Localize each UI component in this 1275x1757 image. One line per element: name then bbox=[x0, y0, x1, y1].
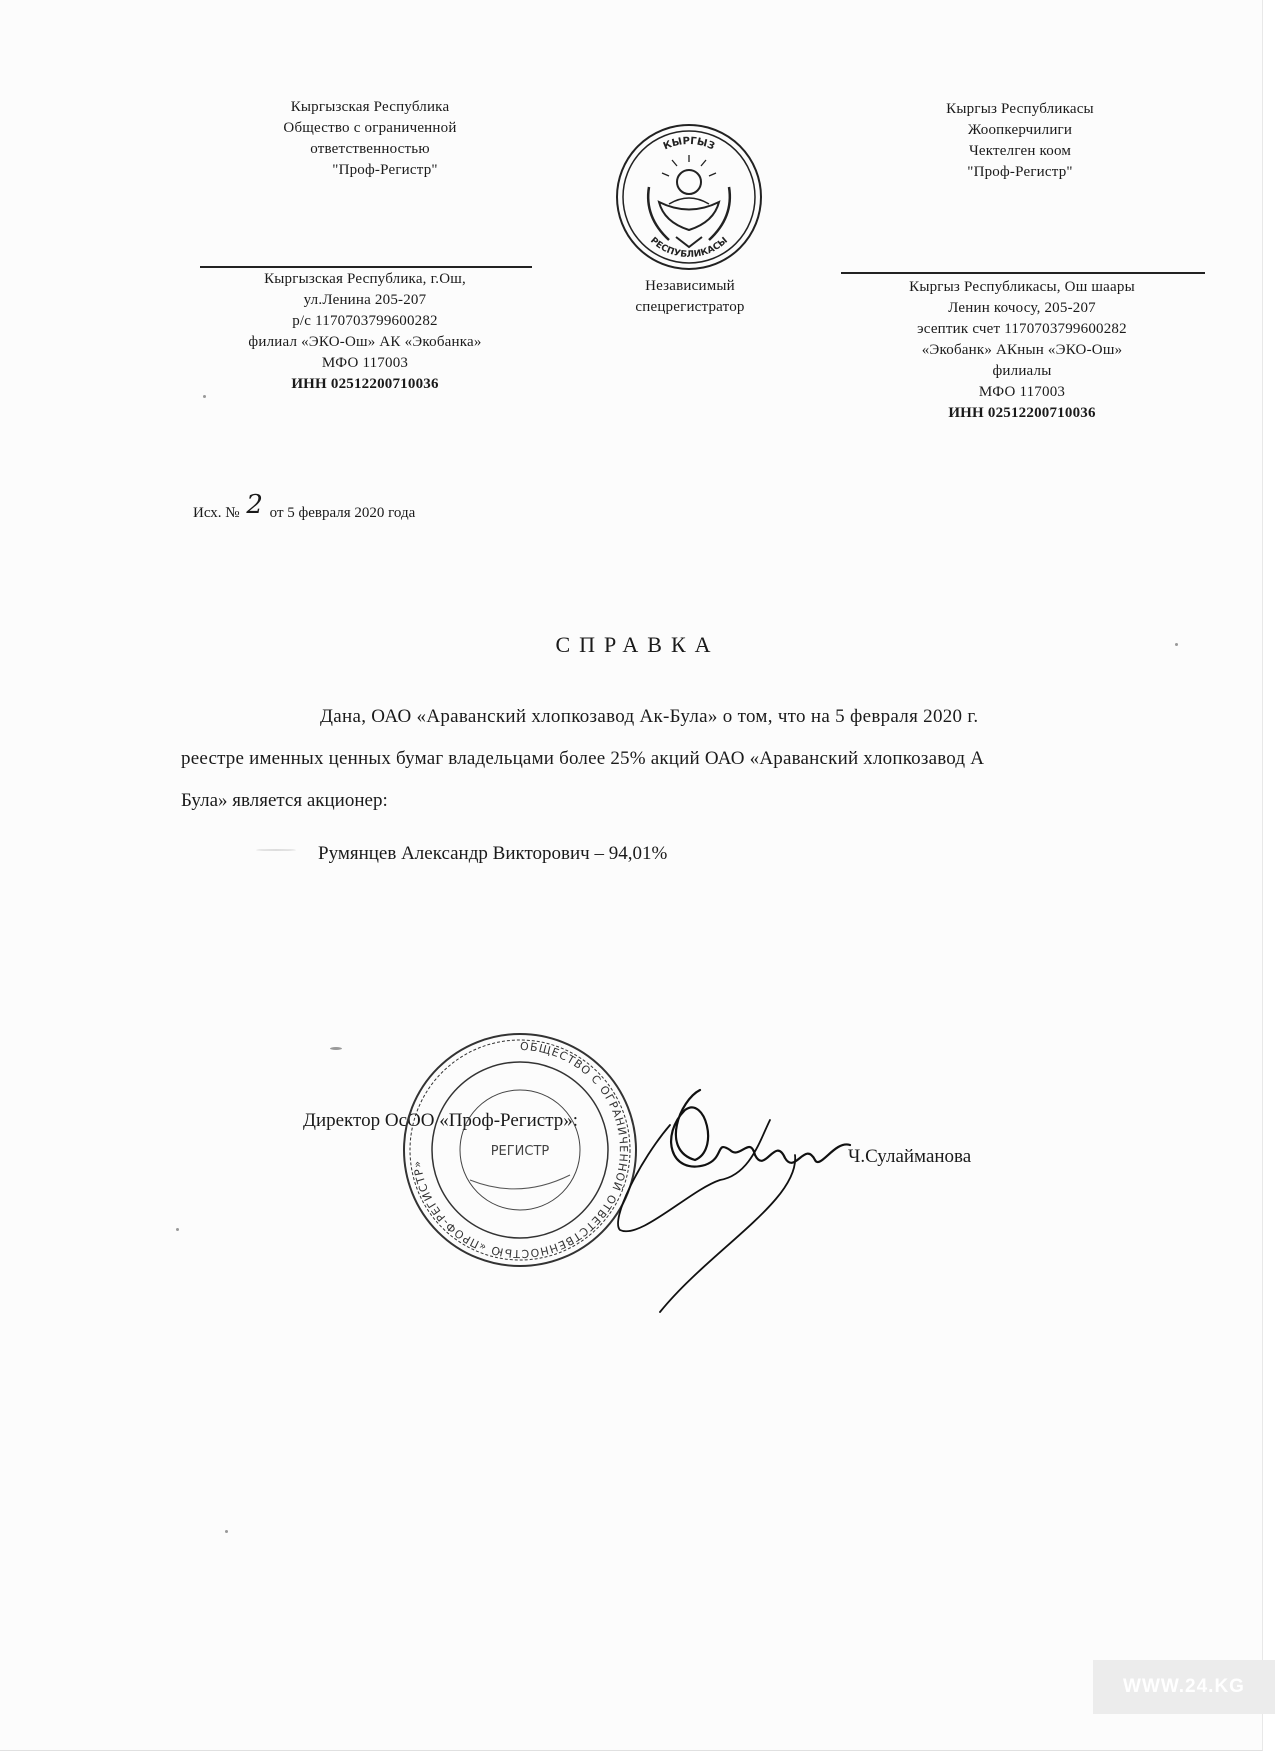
address-left-line: Кыргызская Республика, г.Ош, bbox=[264, 271, 466, 287]
address-left bbox=[200, 269, 530, 395]
scan-speck bbox=[176, 1228, 179, 1231]
address-left-line: филиал «ЭКО-Ош» АК «Экобанка» bbox=[248, 334, 482, 350]
body-line-1: Дана, ОАО «Араванский хлопкозавод Ак-Була» о том, что на 5 февраля 2020 г. bbox=[320, 706, 979, 727]
shareholder-line: Румянцев Александр Викторович – 94,01% bbox=[318, 843, 668, 864]
header-right bbox=[905, 99, 1135, 183]
address-left-line: ул.Ленина 205-207 bbox=[303, 292, 427, 308]
document-title: СПРАВКА bbox=[555, 632, 720, 657]
divider-right bbox=[841, 272, 1205, 274]
center-caption bbox=[610, 276, 770, 318]
emblem-top-text: КЫРГЫЗ bbox=[661, 135, 717, 153]
director-title: Директор ОсОО «Проф-Регистр»: bbox=[303, 1110, 579, 1131]
address-right-line: Кыргыз Республикасы, Ош шаары bbox=[909, 279, 1135, 295]
stamp-center-text: РЕГИСТР bbox=[490, 1144, 550, 1159]
outgoing-number-line bbox=[193, 490, 416, 524]
address-right-line: Ленин кочосу, 205-207 bbox=[948, 300, 1096, 316]
svg-text:КЫРГЫЗ bbox=[662, 136, 716, 152]
outgoing-date: от 5 февраля 2020 года bbox=[269, 505, 416, 521]
scan-speck bbox=[225, 1530, 228, 1533]
header-right-line: Кыргыз Республикасы bbox=[946, 101, 1094, 117]
header-right-line: Чектелген коом bbox=[968, 143, 1072, 159]
address-right-line: эсептик счет 1170703799600282 bbox=[917, 321, 1127, 337]
header-left-line: Общество с ограниченной bbox=[283, 120, 457, 136]
address-right bbox=[842, 277, 1202, 424]
header-left-line: ответственностью bbox=[310, 141, 430, 157]
stamp-ring-text: ОБЩЕСТВО С ОГРАНИЧЕННОЙ ОТВЕТСТВЕННОСТЬЮ «ПРОФ-РЕГИСТР» bbox=[410, 1039, 630, 1261]
header-left-line: "Проф-Регистр" bbox=[332, 162, 438, 178]
address-right-line: филиалы bbox=[992, 363, 1052, 379]
address-left-line: р/с 1170703799600282 bbox=[292, 313, 438, 329]
scan-speck bbox=[203, 395, 206, 398]
address-right-line: ИНН 02512200710036 bbox=[948, 405, 1096, 421]
divider-left bbox=[200, 266, 532, 268]
director-name: Ч.Сулайманова bbox=[848, 1146, 972, 1167]
header-left-line: Кыргызская Республика bbox=[290, 99, 450, 115]
outgoing-number: 2 bbox=[246, 490, 263, 520]
scan-speck bbox=[330, 1047, 342, 1050]
emblem-bottom-text: РЕСПУБЛИКАСЫ bbox=[648, 235, 730, 261]
address-right-line: «Экобанк» АКнын «ЭКО-Ош» bbox=[921, 342, 1123, 358]
site-watermark: WWW.24.KG bbox=[1093, 1660, 1275, 1714]
scan-speck bbox=[256, 849, 296, 851]
outgoing-number-prefix: Исх. № bbox=[193, 505, 240, 521]
header-right-line: "Проф-Регистр" bbox=[967, 164, 1073, 180]
body-line-3: Була» является акционер: bbox=[181, 790, 388, 811]
center-caption-line: Независимый bbox=[645, 278, 735, 294]
body-line-2: реестре именных ценных бумаг владельцами более 25% акций ОАО «Араванский хлопкозавод А bbox=[181, 748, 985, 769]
address-right-line: МФО 117003 bbox=[978, 384, 1066, 400]
state-emblem-icon bbox=[614, 122, 764, 272]
center-caption-line: спецрегистратор bbox=[635, 299, 745, 315]
address-left-line: МФО 117003 bbox=[321, 355, 409, 371]
header-left bbox=[240, 97, 500, 181]
header-right-line: Жоопкерчилиги bbox=[967, 122, 1073, 138]
address-left-line: ИНН 02512200710036 bbox=[291, 376, 439, 392]
handwritten-signature bbox=[600, 1080, 880, 1320]
scan-speck bbox=[1175, 643, 1178, 646]
